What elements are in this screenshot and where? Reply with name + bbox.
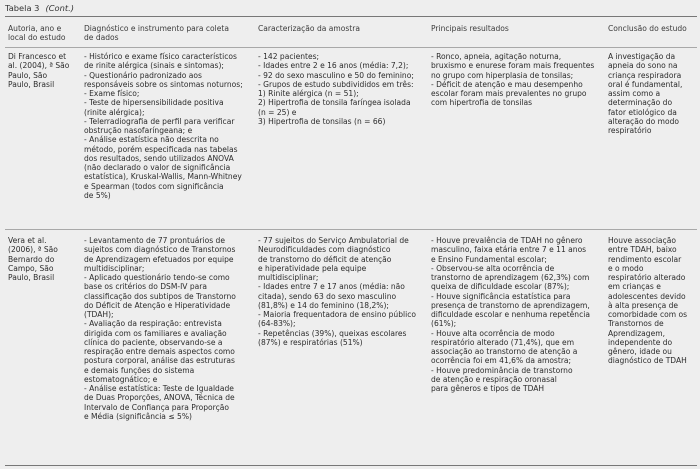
cell-line: - Telerradiografia de perfil para verificar [84,116,235,126]
header-author: Autoria, ano e local do estudo [8,24,66,43]
cell-line: para gêneros e tipos de TDAH [431,384,545,393]
cell-line: e Média (significância ≤ 5%) [84,411,192,421]
cell-line: respiratório [608,126,652,135]
cell-line: respiração entre demais aspectos como [84,347,235,356]
cell-line: estomatognático; e [84,374,158,384]
cell-line: de atenção e respiração oronasal [431,374,557,384]
cell-line: apneia do sono na [608,61,678,71]
cell-line: (n = 25) e [258,107,297,117]
cell-line: - Análise estatística: Teste de Igualdade [84,384,234,393]
cell-line: independente do [608,337,673,347]
cell-line: assim como a [608,89,661,98]
cell-line: obstrução nasofaríngeana; e [84,126,193,135]
cell-line: classificação dos subtipos de Transtorno [84,291,236,301]
cell-line: - Déficit de atenção e mau desempenho [431,79,583,89]
row-separator [5,229,697,230]
cell-line: e o modo [608,263,644,273]
cell-line: - Houve prevalência de TDAH no gênero [431,236,583,245]
cell-line: sujeitos com diagnóstico de Transtornos [84,245,236,255]
cell-line: base os critérios do DSM-IV para [84,282,208,292]
cell-line: - Repetências (39%), queixas escolares [258,328,407,338]
cell-line: 2) Hipertrofia de tonsila faríngea isolada [258,98,411,108]
cell-line: determinação do [608,98,673,108]
top-rule [5,16,697,17]
cell-line: método, porém especificada nas tabelas [84,144,238,154]
cell-line: dirigida com os familiares e avaliação [84,328,227,338]
cell-line: em crianças e [608,282,661,292]
cell-line: (TDAH); [84,310,114,319]
cell-line: e Spearman (todos com significância [84,181,224,191]
cell-line: e Ensino Fundamental escolar; [431,254,547,264]
cell-line: diagnóstico de TDAH [608,356,687,366]
cell-line: multidisciplinar; [84,263,145,273]
cell-line: associação ao transtorno de atenção a [431,347,578,356]
cell-line: - Ronco, apneia, agitação noturna, [431,52,562,61]
cell-line: criança respiradora [608,70,682,80]
cell-line: transtorno de aprendizagem (62,3%) com [431,273,590,282]
cell-line: rendimento escolar [608,254,682,264]
cell-line: queixa de dificuldade escolar (87%); [431,282,570,292]
cell-line: citada), sendo 63 do sexo masculino [258,291,397,301]
cell-line: fator etiológico da [608,107,677,117]
cell-line: Paulo, Brasil [8,79,55,89]
cell-line: - 77 sujeitos do Serviço Ambulatorial de [258,236,409,245]
cell-line: - Idades entre 2 e 16 anos (média: 7,2); [258,61,409,71]
cell-line: entre TDAH, baixo [608,245,677,255]
cell-line: no grupo com hiperplasia de tonsilas; [431,70,574,80]
cell-line: ocorrência foi em 41,6% da amostra; [431,356,572,366]
cell-line: (81,8%) e 14 do feminino (18,2%); [258,300,389,310]
cell-line: 3) Hipertrofia de tonsilas (n = 66) [258,116,386,126]
cell-line: escolar foram mais prevalentes no grupo [431,89,587,98]
header-sample: Caracterização da amostra [258,24,360,33]
cell-line: do Déficit de Atenção e Hiperatividade [84,300,231,310]
row2-diagnosis [84,236,236,421]
cell-line: Bernardo do [8,254,55,264]
cell-line: - Questionário padronizado aos [84,70,202,80]
table-caption [5,3,74,13]
cell-line: - Observou-se alta ocorrência de [431,263,555,273]
cell-line: masculino, faixa etária entre 7 e 11 anos [431,245,587,255]
row1-conclusion [608,52,682,135]
cell-line: al. (2004), ª São [8,61,70,71]
cell-line: de Aprendizagem efetuados por equipe [84,254,234,264]
cell-line: - Idades entre 7 e 17 anos (média: não [258,282,405,292]
cell-line: Vera et al. [8,236,47,245]
header-conclusion: Conclusão do estudo [608,24,687,33]
cell-line: Intervalo de Confiança para Proporção [84,402,230,412]
cell-line: A investigação da [608,52,676,61]
cell-line: responsáveis sobre os sintomas noturnos; [84,79,243,89]
header-diagnosis: Diagnóstico e instrumento para coleta de dados [84,24,229,43]
header-results: Principais resultados [431,24,509,33]
bottom-rule [5,465,697,466]
cell-line: de rinite alérgica (sinais e sintomas); [84,61,224,71]
cell-line: dos resultados, sendo utilizados ANOVA [84,153,234,163]
cell-line: de 5%) [84,190,111,200]
cell-line: Neurodificuldades com diagnóstico [258,245,391,255]
row2-sample [258,236,416,347]
cell-line: e hiperatividade pela equipe [258,263,367,273]
cell-line: Aprendizagem, [608,328,665,338]
cell-line: - Houve significância estatística para [431,291,571,301]
cell-line: multidisciplinar; [258,273,319,282]
row2-author [8,236,58,282]
cell-line: - Aplicado questionário tendo-se como [84,273,230,282]
cell-line: adolescentes devido [608,291,686,301]
cell-line: postura corporal, análise das estruturas [84,356,235,366]
cell-line: (87%) e respiratórias (51%) [258,337,363,347]
cell-line: - Maioria frequentadora de ensino público [258,310,416,319]
cell-line: oral é fundamental, [608,79,683,89]
cell-line: alteração do modo [608,116,680,126]
table-label: Tabela 3 [5,3,40,13]
cell-line: Di Francesco et [8,52,67,61]
cell-line: - Houve alta ocorrência de modo [431,328,555,338]
cell-line: - Houve predominância de transtorno [431,365,573,375]
cell-line: - Avaliação da respiração: entrevista [84,319,222,329]
cell-line: (rinite alérgica); [84,107,145,117]
cell-line: estatística), Kruskal-Wallis, Mann-Whitney [84,172,242,182]
cell-line: gênero, idade ou [608,347,672,356]
row1-sample [258,52,414,126]
row1-diagnosis [84,52,243,200]
cell-line: de transtorno do déficit de atenção [258,254,392,264]
cell-line: dificuldade escolar e nenhuma repetência [431,310,590,319]
cell-line: bruxismo e enurese foram mais frequentes [431,61,595,71]
cell-line: (61%); [431,319,457,329]
cell-line: (2006), ª São [8,245,58,255]
cell-line: comorbidade com os [608,310,688,319]
cell-line: - Histórico e exame físico característicos [84,52,237,61]
cell-line: 1) Rinite alérgica (n = 51); [258,89,359,98]
cell-line: Paulo, São [8,70,48,80]
table-continuation: (Cont.) [45,3,74,13]
row2-results [431,236,590,393]
cell-line: - 142 pacientes; [258,52,320,61]
cell-line: respiratório alterado (71,4%), que em [431,337,575,347]
row2-conclusion [608,236,687,366]
cell-line: (não declarado o valor de significância [84,163,231,172]
cell-line: de Duas Proporções, ANOVA, Técnica de [84,393,235,403]
cell-line: com hipertrofia de tonsilas [431,98,533,108]
header-rule [5,47,697,48]
cell-line: - Teste de hipersensibilidade positiva [84,98,224,108]
cell-line: - Análise estatística não descrita no [84,135,219,145]
cell-line: Paulo, Brasil [8,273,55,282]
cell-line: - Exame físico; [84,89,140,98]
cell-line: Transtornos de [608,319,664,329]
cell-line: Campo, São [8,263,54,273]
row1-results [431,52,594,108]
cell-line: (64-83%); [258,319,296,329]
cell-line: à alta presença de [608,300,679,310]
cell-line: e demais funções do sistema [84,365,195,375]
cell-line: respiratório alterado [608,273,686,282]
cell-line: Houve associação [608,236,676,245]
cell-line: clínica do paciente, observando-se a [84,337,223,347]
cell-line: - Levantamento de 77 prontuários de [84,236,225,245]
cell-line: - 92 do sexo masculino e 50 do feminino; [258,70,414,80]
row1-author [8,52,69,89]
cell-line: - Grupos de estudo subdivididos em três: [258,79,414,89]
cell-line: presença de transtorno de aprendizagem, [431,300,590,310]
